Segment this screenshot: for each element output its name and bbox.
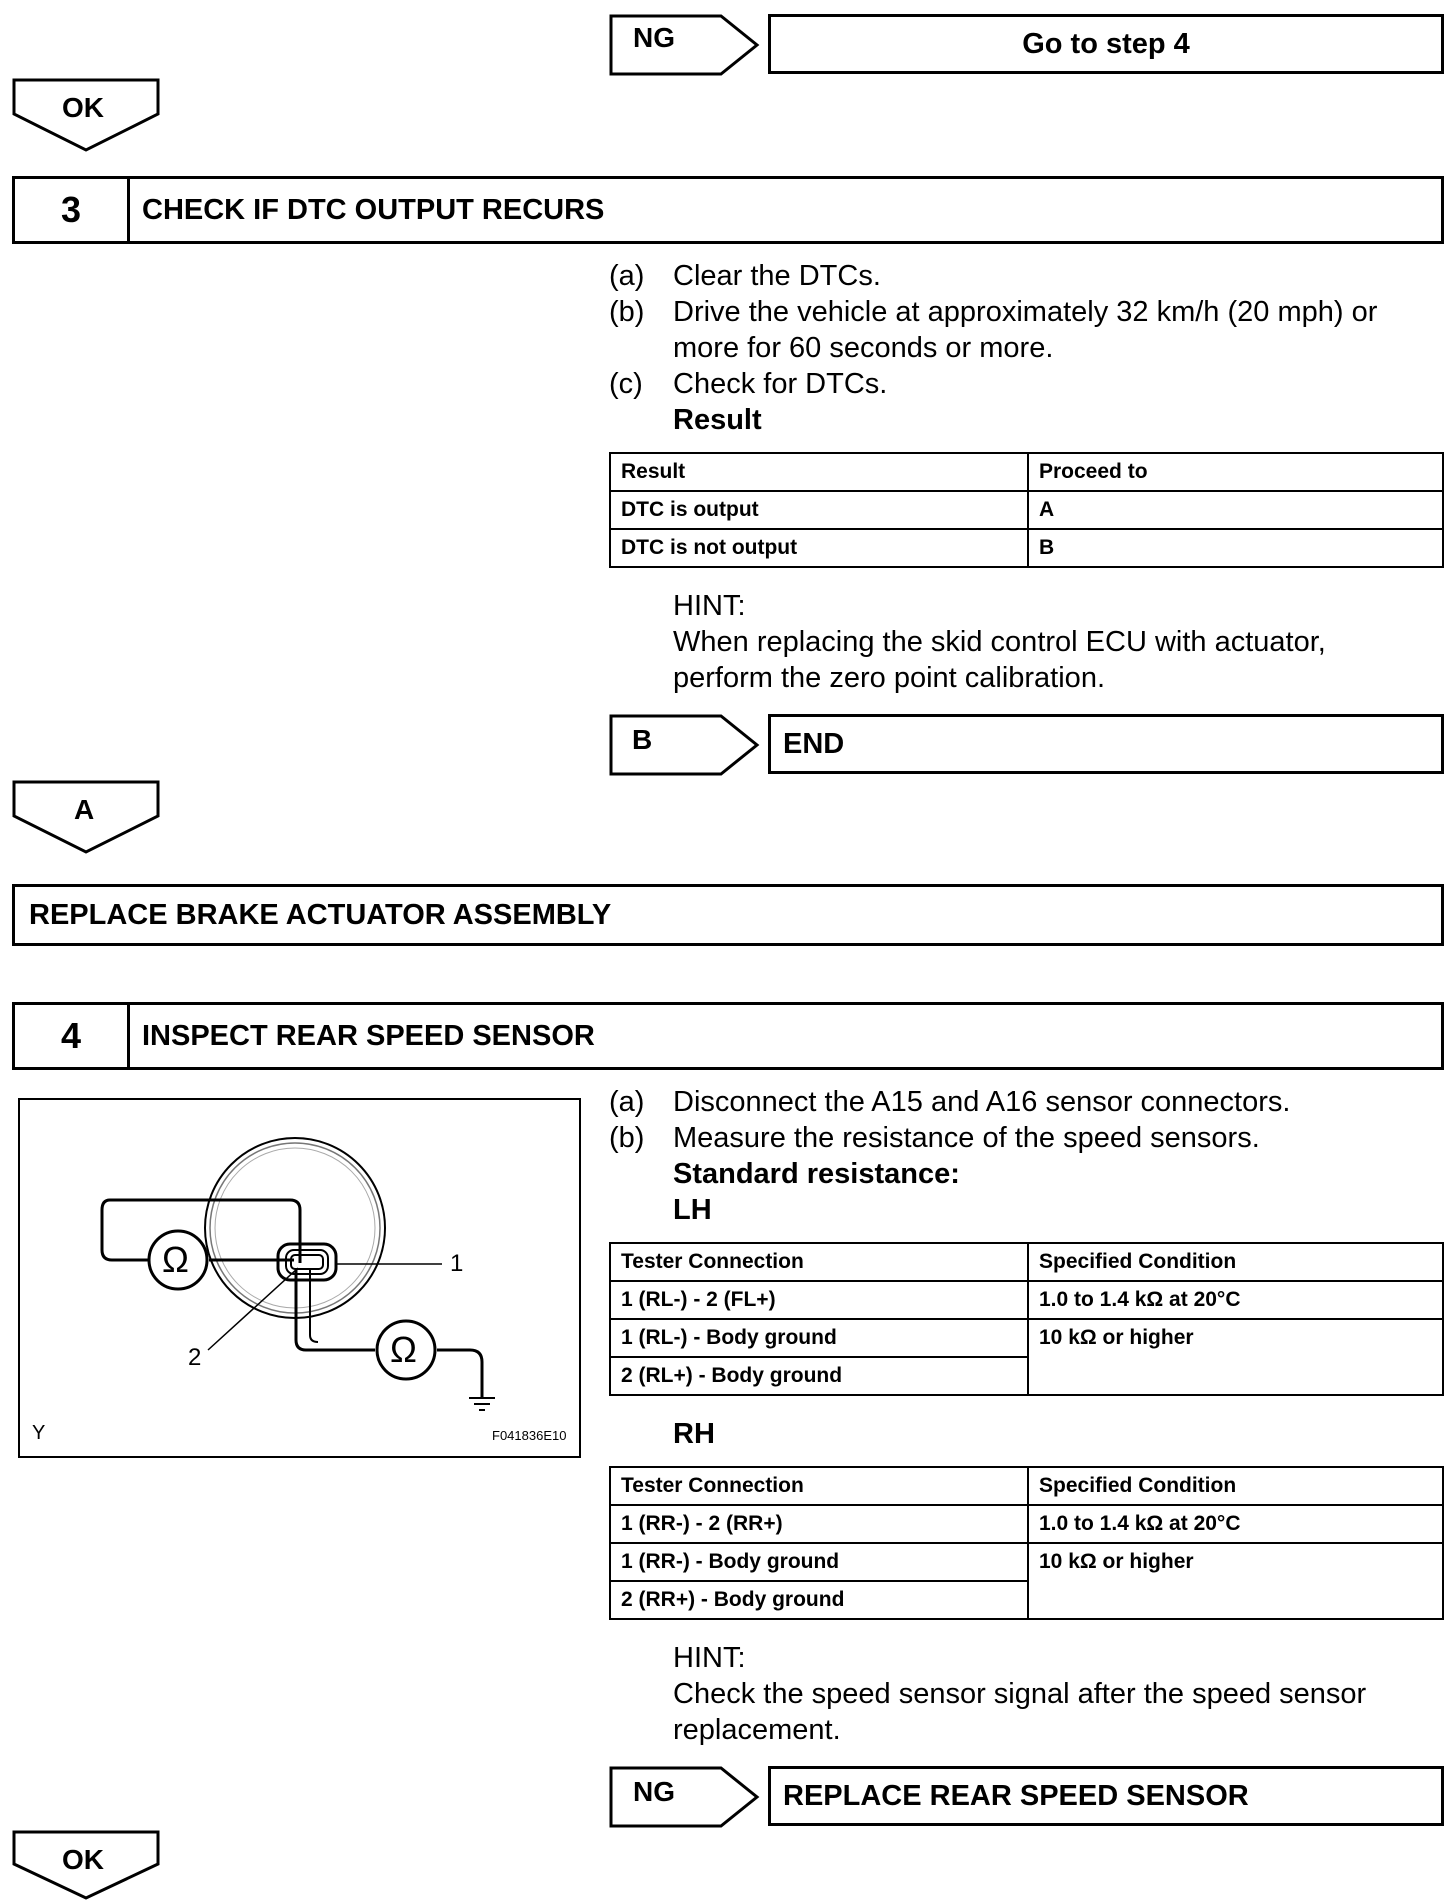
lh-heading: LH [673, 1194, 712, 1226]
ohm-symbol-1: Ω [162, 1239, 189, 1280]
table-header-cell: Tester Connection [610, 1243, 1028, 1281]
figure-corner-label: Y [32, 1422, 46, 1444]
figure-id: F041836E10 [492, 1428, 567, 1443]
step3-hint-label: HINT: [673, 590, 746, 622]
table-header-cell: Specified Condition [1028, 1243, 1443, 1281]
table-row: 1 (RR-) - Body ground 10 kΩ or higher [610, 1543, 1443, 1581]
step4-header [12, 1002, 1444, 1070]
table-row: 2 (RR+) - Body ground [610, 1581, 1443, 1619]
step4-hint-line2: replacement. [673, 1714, 841, 1746]
go-to-step4-label: Go to step 4 [1022, 27, 1190, 60]
a-flag-label: A [74, 794, 95, 825]
step4-hint-line1: Check the speed sensor signal after the speed sensor [673, 1678, 1367, 1710]
step3-header [12, 176, 1444, 244]
step3-number: 3 [15, 179, 130, 241]
table-row: DTC is output A [610, 491, 1443, 529]
table-row: DTC is not output B [610, 529, 1443, 567]
table-row: 1 (RL-) - Body ground 10 kΩ or higher [610, 1319, 1443, 1357]
step3-result-table [609, 452, 1444, 568]
step3-result-heading: Result [673, 404, 762, 436]
standard-resistance-heading: Standard resistance: [673, 1158, 960, 1190]
table-header-cell: Proceed to [1028, 453, 1443, 491]
step3-title: CHECK IF DTC OUTPUT RECURS [142, 193, 605, 226]
ohm-symbol-2: Ω [390, 1329, 417, 1370]
ok-flag-label-bottom: OK [62, 1844, 104, 1875]
callout-2: 2 [188, 1344, 202, 1371]
step3-hint-line2: perform the zero point calibration. [673, 662, 1105, 694]
replace-sensor-box [768, 1766, 1444, 1826]
table-header-cell: Specified Condition [1028, 1467, 1443, 1505]
table-header-row [610, 1467, 1443, 1505]
replace-sensor-label: REPLACE REAR SPEED SENSOR [783, 1779, 1249, 1812]
replace-actuator-box [12, 884, 1444, 946]
step3-hint-line1: When replacing the skid control ECU with actuator, [673, 626, 1326, 658]
callout-1: 1 [450, 1250, 464, 1277]
speed-sensor-figure [18, 1098, 581, 1458]
step4-hint-label: HINT: [673, 1642, 746, 1674]
ng-flag-label: NG [633, 22, 675, 53]
ok-flag-label: OK [62, 92, 104, 123]
table-row: 2 (RL+) - Body ground [610, 1357, 1443, 1395]
table-header-row [610, 1243, 1443, 1281]
ng-flag-arrow-step2 [609, 14, 761, 76]
ng-flag-label-step4: NG [633, 1776, 675, 1807]
rh-heading: RH [673, 1418, 715, 1450]
table-header-cell: Tester Connection [610, 1467, 1028, 1505]
b-flag-label: B [632, 724, 653, 755]
replace-actuator-label: REPLACE BRAKE ACTUATOR ASSEMBLY [29, 898, 612, 931]
step4-number: 4 [15, 1005, 130, 1067]
table-header-row [610, 453, 1443, 491]
table-header-cell: Result [610, 453, 1028, 491]
step4-title: INSPECT REAR SPEED SENSOR [142, 1019, 595, 1052]
speed-sensor-diagram [20, 1100, 579, 1456]
lh-resistance-table [609, 1242, 1444, 1396]
ng-flag-arrow-step4 [609, 1766, 761, 1828]
rh-resistance-table [609, 1466, 1444, 1620]
end-box [768, 714, 1444, 774]
go-to-step4-box [768, 14, 1444, 74]
table-row: 1 (RR-) - 2 (RR+) 1.0 to 1.4 kΩ at 20°C [610, 1505, 1443, 1543]
table-row: 1 (RL-) - 2 (FL+) 1.0 to 1.4 kΩ at 20°C [610, 1281, 1443, 1319]
end-label: END [783, 727, 845, 760]
